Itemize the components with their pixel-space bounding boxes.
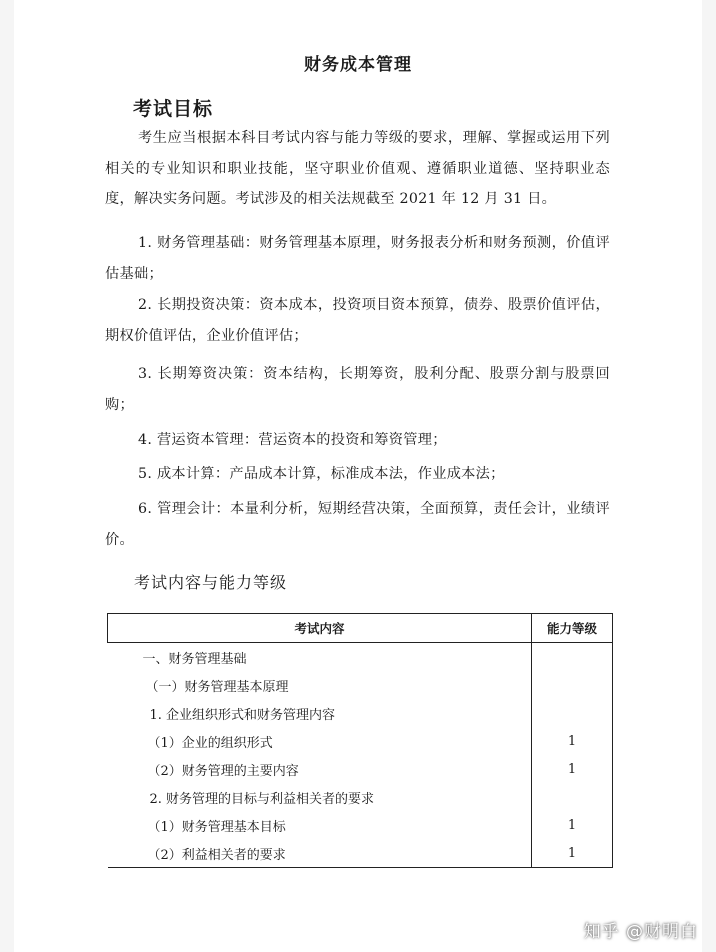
row-text: 1. 企业组织形式和财务管理内容 xyxy=(149,707,336,723)
row-text: （1）企业的组织形式 xyxy=(147,735,273,751)
row-level xyxy=(532,671,613,699)
table-row xyxy=(108,671,613,699)
section-heading: 考试目标 xyxy=(133,98,214,120)
objective-item-2: 2. 长期投资决策：资本成本，投资项目资本预算，债券、股票价值评估，期权价值评估，企业价值评估； xyxy=(105,297,610,344)
objective-item-3: 3. 长期筹资决策：资本结构，长期筹资，股利分配、股票分割与股票回购； xyxy=(105,366,610,413)
table-row xyxy=(108,755,613,783)
row-level xyxy=(532,643,613,672)
row-level xyxy=(532,783,613,811)
row-level: 1 xyxy=(532,811,613,839)
row-text: 一、财务管理基础 xyxy=(142,651,247,667)
intro-paragraph: 考生应当根据本科目考试内容与能力等级的要求，理解、掌握或运用下列相关的专业知识和职业技能，坚守职业价值观、遵循职业道德、坚持职业态度，解决实务问题。考试涉及的相关法规截至 2021 年 12 月 31 日。 xyxy=(105,130,610,207)
objective-item-4: 4. 营运资本管理：营运资本的投资和筹资管理； xyxy=(138,432,447,448)
document-title: 财务成本管理 xyxy=(304,55,412,75)
objective-item-6: 6. 管理会计：本量利分析，短期经营决策，全面预算，责任会计，业绩评价。 xyxy=(105,501,610,548)
table-row xyxy=(108,783,613,811)
row-text: （一）财务管理基本原理 xyxy=(145,679,289,695)
table-row xyxy=(108,727,613,755)
table-row xyxy=(108,811,613,839)
table-header-row xyxy=(108,614,613,643)
row-level: 1 xyxy=(532,727,613,755)
subheading: 考试内容与能力等级 xyxy=(134,573,288,592)
table-row xyxy=(108,699,613,727)
row-text: （1）财务管理基本目标 xyxy=(147,819,286,835)
table-row xyxy=(108,643,613,672)
row-text: （2）利益相关者的要求 xyxy=(108,839,532,868)
row-level: 1 xyxy=(532,755,613,783)
row-text: 2. 财务管理的目标与利益相关者的要求 xyxy=(149,791,375,807)
header-level: 能力等级 xyxy=(532,614,613,643)
exam-content-table xyxy=(107,613,613,868)
zhihu-watermark: 知乎 @财明白 xyxy=(583,922,698,942)
header-content: 考试内容 xyxy=(108,614,532,643)
row-level: 1 xyxy=(532,839,613,868)
table-row xyxy=(108,839,613,868)
row-level xyxy=(532,699,613,727)
objective-item-1: 1. 财务管理基础：财务管理基本原理，财务报表分析和财务预测，价值评估基础； xyxy=(105,235,610,282)
objective-item-5: 5. 成本计算：产品成本计算，标准成本法，作业成本法； xyxy=(138,466,505,482)
row-text: （2）财务管理的主要内容 xyxy=(147,763,299,779)
